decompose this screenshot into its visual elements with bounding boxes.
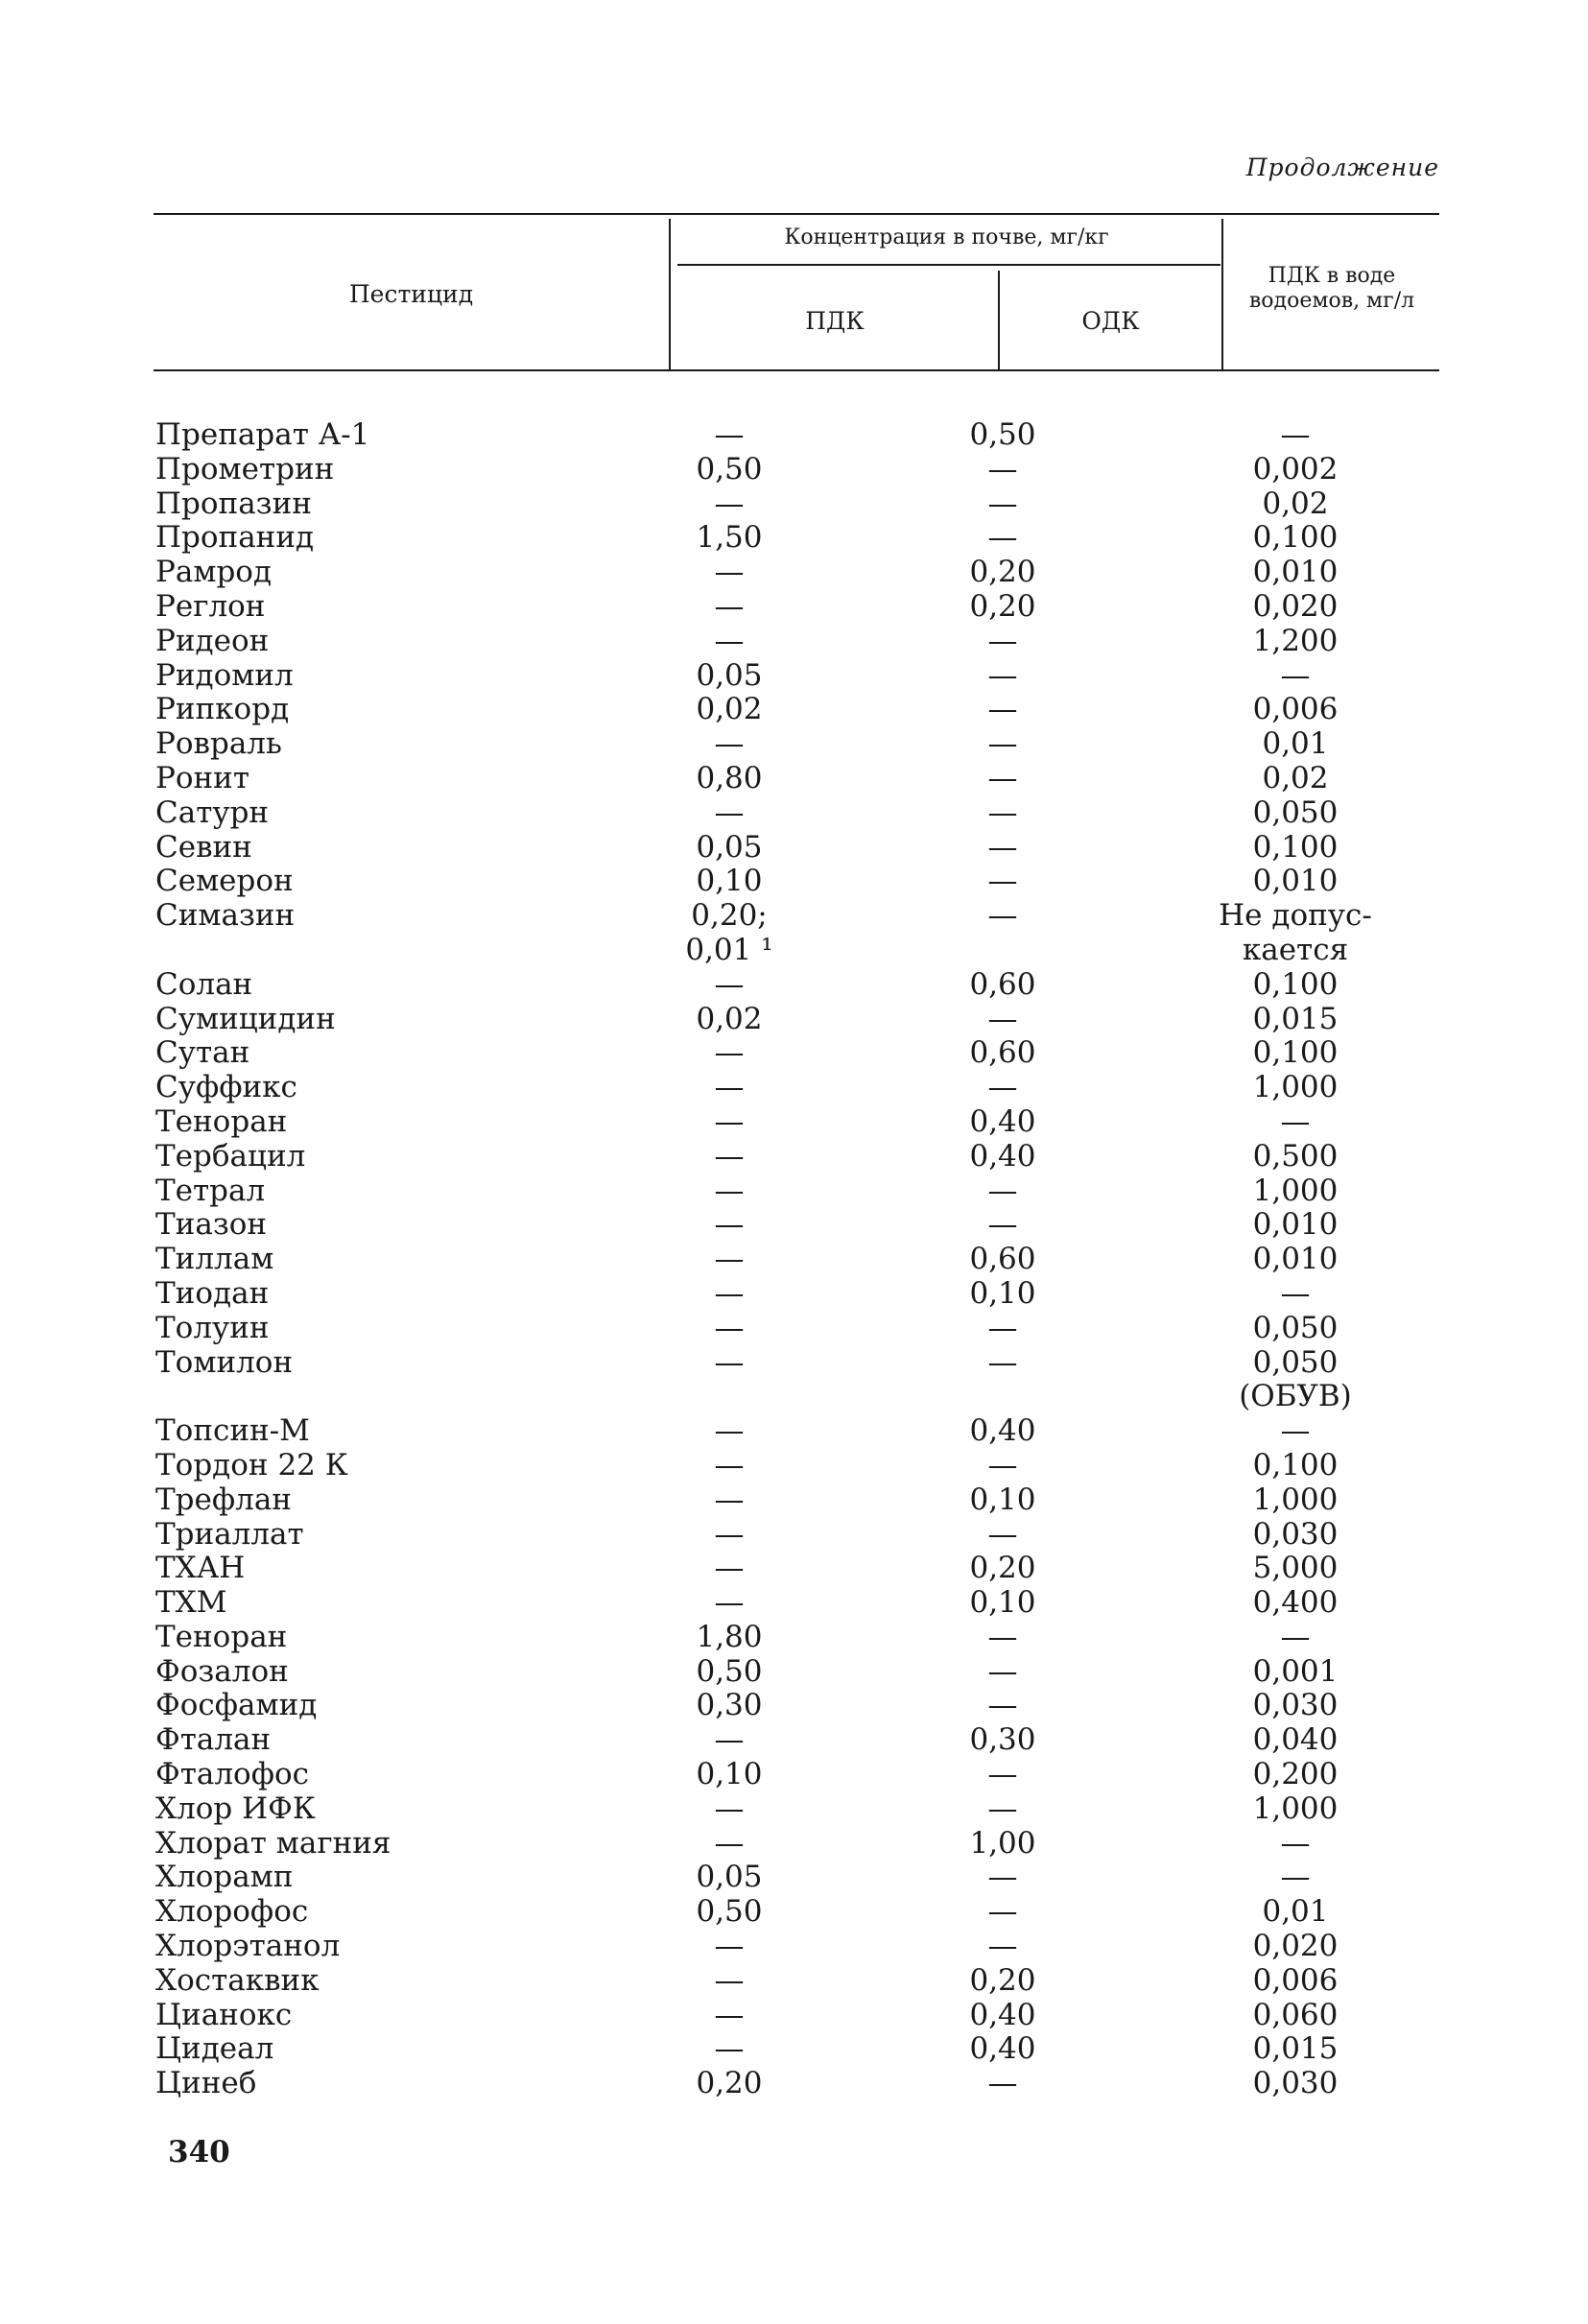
pesticide-name: Ридеон [155,623,270,658]
water-pdk-line-2: кается [1242,932,1349,967]
table-row [154,1003,1439,1037]
odk-value: — [987,1790,1018,1826]
odk-value: — [987,1860,1018,1895]
water-pdk-value [1209,1071,1382,1105]
water-pdk-line: 0,015 [1252,1001,1339,1036]
table-row [154,1105,1439,1140]
table-row [154,1586,1439,1621]
odk-value: 1,00 [969,1825,1036,1861]
table-row [154,521,1439,556]
table-row [154,1999,1439,2033]
pesticide-name: Солан [155,966,253,1002]
water-pdk-value [1209,521,1382,556]
pesticide-name: Хостаквик [155,1962,320,1998]
odk-value: — [987,1447,1018,1482]
water-pdk-line: 0,010 [1252,1242,1339,1277]
odk-value: 0,50 [969,417,1036,452]
pdk-value: — [714,555,745,590]
pdk-value: — [714,966,745,1002]
pesticide-name: Хлорофос [155,1894,309,1930]
table-body [154,418,1439,2101]
water-pdk-line: Не допус- [1219,898,1372,934]
water-pdk-value [1209,659,1382,694]
water-pdk-line: 0,040 [1252,1722,1339,1758]
table-row [154,1243,1439,1277]
water-pdk-line: 0,010 [1252,555,1339,590]
pesticide-name: Ровраль [155,726,282,762]
water-pdk-value [1209,1243,1382,1277]
water-pdk-line: 0,030 [1252,1516,1339,1552]
pdk-value: 0,30 [696,1688,763,1723]
pesticide-name: Цидеал [155,2031,274,2067]
odk-value: — [987,1688,1018,1723]
pesticide-name: Фталан [155,1722,272,1758]
water-pdk-line: 0,02 [1262,760,1329,795]
water-pdk-line: 0,050 [1252,1344,1339,1380]
water-pdk-value [1209,1174,1382,1209]
water-pdk-value [1209,1723,1382,1758]
water-pdk-value [1209,487,1382,522]
table-row [154,625,1439,659]
odk-value: — [987,623,1018,658]
odk-value: 0,20 [969,1551,1036,1586]
table-row [154,1792,1439,1827]
table-row [154,1346,1439,1415]
header-group-underline [677,264,1221,266]
header-water-line1: ПДК в воде [1268,264,1396,288]
pdk-value: — [714,1962,745,1998]
table-row [154,659,1439,694]
water-pdk-line: 0,100 [1252,1035,1339,1071]
odk-value: 0,40 [969,2031,1036,2067]
table-row [154,1930,1439,1964]
pdk-value: 1,80 [696,1619,763,1654]
water-pdk-value [1209,796,1382,831]
water-pdk-line: 1,000 [1252,1482,1339,1517]
odk-value: 0,10 [969,1482,1036,1517]
odk-value: — [987,1929,1018,1964]
water-pdk-value [1209,1552,1382,1586]
odk-value: 0,40 [969,1138,1036,1174]
odk-value: 0,40 [969,1413,1036,1449]
pesticide-name: Ронит [155,760,249,795]
water-pdk-value [1209,1758,1382,1792]
pesticide-name: Реглон [155,588,266,624]
pesticide-name: Севин [155,829,252,865]
table-row [154,693,1439,727]
water-pdk-value [1209,968,1382,1003]
pdk-value: 0,80 [696,760,763,795]
pdk-value: — [714,726,745,762]
water-pdk-line: 0,020 [1252,588,1339,624]
odk-value: — [987,1757,1018,1792]
pesticide-name: Препарат А-1 [155,417,370,452]
pdk-value: — [714,486,745,521]
water-pdk-value [1209,1105,1382,1140]
water-pdk-line: 0,010 [1252,1207,1339,1243]
pdk-value: 0,02 [696,692,763,727]
pesticide-name: Тербацил [155,1138,306,1174]
table-row [154,1312,1439,1346]
water-pdk-value [1209,1449,1382,1483]
odk-value: 0,60 [969,1242,1036,1277]
pdk-value: — [714,1035,745,1071]
water-pdk-value [1209,590,1382,625]
odk-value: — [987,1344,1018,1380]
table-row [154,2032,1439,2067]
water-pdk-value [1209,693,1382,727]
table-row [154,453,1439,487]
table-row [154,1174,1439,1209]
table-row [154,1071,1439,1105]
pdk-value: — [714,1344,745,1380]
pdk-value: — [714,1551,745,1586]
table-row [154,418,1439,453]
odk-value: — [987,451,1018,486]
pesticide-name: Топсин-М [155,1413,310,1449]
table-row [154,1483,1439,1518]
water-pdk-value [1209,1036,1382,1071]
odk-value: — [987,1001,1018,1036]
pdk-value: — [714,1207,745,1243]
header-water-line2: водоемов, мг/л [1248,289,1415,314]
pesticide-name: Сатурн [155,794,270,830]
water-pdk-line: 5,000 [1252,1551,1339,1586]
odk-value: — [987,657,1018,693]
pdk-value: 0,05 [696,829,763,865]
pesticide-name: Фталофос [155,1757,310,1792]
table-row [154,899,1439,968]
water-pdk-line: 0,001 [1252,1653,1339,1689]
pdk-value: — [714,1585,745,1621]
water-pdk-value [1209,762,1382,796]
water-pdk-line: — [1280,1825,1311,1861]
pesticide-name: Семерон [155,864,294,899]
pesticide-name: Хлор ИФК [155,1790,316,1826]
water-pdk-value [1209,727,1382,762]
water-pdk-line: — [1280,417,1311,452]
pdk-value: — [714,1482,745,1517]
odk-value: — [987,520,1018,556]
water-pdk-value [1209,1621,1382,1655]
table-row [154,1689,1439,1723]
pdk-value: 0,20; 0,01 ¹ [685,898,773,967]
odk-value: 0,60 [969,966,1036,1002]
odk-value: — [987,1310,1018,1345]
water-pdk-value [1209,831,1382,866]
table-row [154,762,1439,796]
water-pdk-value [1209,1999,1382,2033]
odk-value: — [987,692,1018,727]
water-pdk-value [1209,865,1382,899]
water-pdk-line: 0,01 [1262,726,1329,762]
pdk-value: 0,10 [696,1757,763,1792]
water-pdk-line: 0,030 [1252,2066,1339,2101]
pdk-value: — [714,1070,745,1105]
odk-value: — [987,1619,1018,1654]
pdk-value: — [714,1173,745,1208]
water-pdk-value [1209,556,1382,590]
pdk-value: — [714,1310,745,1345]
pdk-value: — [714,1790,745,1826]
table-row [154,2067,1439,2101]
odk-value: 0,40 [969,1997,1036,2032]
pesticide-name: Триаллат [155,1516,304,1552]
header-odk: ОДК [1081,307,1140,335]
pdk-value: 0,05 [696,657,763,693]
water-pdk-line: 0,400 [1252,1585,1339,1621]
water-pdk-line: — [1280,1860,1311,1895]
water-pdk-line: — [1280,1103,1311,1139]
water-pdk-line: 0,050 [1252,1310,1339,1345]
odk-value: 0,60 [969,1035,1036,1071]
table-row [154,727,1439,762]
water-pdk-line: 0,006 [1252,692,1339,727]
pesticide-name: Фосфамид [155,1688,318,1723]
water-pdk-line: 0,01 [1262,1894,1329,1930]
water-pdk-line: 0,030 [1252,1688,1339,1723]
odk-value: — [987,726,1018,762]
table-row [154,556,1439,590]
water-pdk-value [1209,1827,1382,1862]
odk-value: — [987,829,1018,865]
pdk-value: — [714,1722,745,1758]
odk-value: — [987,486,1018,521]
pesticide-name: Теноран [155,1103,288,1139]
pesticide-name: Симазин [155,898,296,934]
pesticide-name: Хлорат магния [155,1825,391,1861]
odk-value: — [987,2066,1018,2101]
header-pdk: ПДК [805,307,865,335]
odk-value: — [987,1516,1018,1552]
water-pdk-line: — [1280,1619,1311,1654]
water-pdk-line: 0,500 [1252,1138,1339,1174]
pdk-value: — [714,1516,745,1552]
water-pdk-value [1209,1414,1382,1449]
table-row [154,1621,1439,1655]
water-pdk-value [1209,1689,1382,1723]
water-pdk-value [1209,1861,1382,1895]
pesticide-name: ТХАН [155,1551,246,1586]
water-pdk-value [1209,1930,1382,1964]
water-pdk-line: 0,060 [1252,1997,1339,2032]
water-pdk-value [1209,418,1382,453]
table-row [154,1861,1439,1895]
water-pdk-line: 0,006 [1252,1962,1339,1998]
pdk-value: — [714,1138,745,1174]
water-pdk-line: 0,015 [1252,2031,1339,2067]
table-row [154,796,1439,831]
pdk-value: — [714,1413,745,1449]
water-pdk-line: — [1280,1413,1311,1449]
pdk-value: — [714,1825,745,1861]
odk-value: 0,40 [969,1103,1036,1139]
table-row [154,865,1439,899]
water-pdk-line: 1,000 [1252,1070,1339,1105]
table-top-rule [154,213,1439,215]
water-pdk-line: 0,002 [1252,451,1339,486]
pesticide-name: Тиазон [155,1207,268,1243]
pdk-value: — [714,1242,745,1277]
water-pdk-value [1209,1003,1382,1037]
odk-value: 0,20 [969,588,1036,624]
pdk-value: — [714,1929,745,1964]
pdk-value: — [714,1447,745,1482]
water-pdk-value [1209,1518,1382,1553]
water-pdk-value [1209,2067,1382,2101]
pdk-value: — [714,1103,745,1139]
pdk-value: — [714,588,745,624]
water-pdk-value [1209,453,1382,487]
water-pdk-value [1209,1655,1382,1690]
table-row [154,1895,1439,1930]
pesticide-name: Пропазин [155,486,312,521]
odk-value: — [987,1207,1018,1243]
header-divider-right [1221,219,1223,369]
water-pdk-value [1209,1586,1382,1621]
header-divider-left [669,219,671,369]
water-pdk-line: 0,050 [1252,794,1339,830]
pesticide-name: Рипкорд [155,692,290,727]
pesticide-name: Теноран [155,1619,288,1654]
pesticide-name: Трефлан [155,1482,292,1517]
odk-value: 0,30 [969,1722,1036,1758]
pdk-value: 0,20 [696,2066,763,2101]
water-pdk-line: 0,020 [1252,1929,1339,1964]
water-pdk-value [1209,1964,1382,1999]
pesticide-name: Рамрод [155,555,273,590]
header-water [1224,264,1439,315]
table-row [154,1449,1439,1483]
table-row [154,1140,1439,1174]
water-pdk-line: 1,000 [1252,1173,1339,1208]
header-concentration-group: Концентрация в почве, мг/кг [784,225,1109,249]
table-row [154,487,1439,522]
pdk-value: 0,02 [696,1001,763,1036]
water-pdk-line: 0,100 [1252,520,1339,556]
odk-value: — [987,898,1018,934]
table-row [154,1414,1439,1449]
pesticide-name: Томилон [155,1344,294,1380]
pesticide-name: Цианокс [155,1997,293,2032]
odk-value: — [987,1653,1018,1689]
water-pdk-line: — [1280,1275,1311,1311]
odk-value: — [987,794,1018,830]
pdk-value: 1,50 [696,520,763,556]
odk-value: 0,10 [969,1585,1036,1621]
odk-value: — [987,1894,1018,1930]
pdk-value: 0,05 [696,1860,763,1895]
table-row [154,1277,1439,1312]
water-pdk-value [1209,1895,1382,1930]
table-row [154,1208,1439,1243]
pesticide-name: Ридомил [155,657,294,693]
pdk-value: 0,50 [696,1653,763,1689]
odk-value: 0,20 [969,1962,1036,1998]
water-pdk-value [1209,625,1382,659]
pdk-value: — [714,1997,745,2032]
pesticide-name: Тиллам [155,1242,274,1277]
odk-value: — [987,760,1018,795]
pesticide-name: Фозалон [155,1653,289,1689]
water-pdk-line: 0,100 [1252,1447,1339,1482]
pesticide-name: Тордон 22 К [155,1447,348,1482]
continued-label: Продолжение [1245,154,1439,181]
odk-value: 0,20 [969,555,1036,590]
pdk-value: — [714,623,745,658]
table-row [154,1552,1439,1586]
water-pdk-value [1209,1346,1382,1415]
header-pesticide: Пестицид [348,280,474,308]
table-row [154,1827,1439,1862]
water-pdk-line: 0,100 [1252,829,1339,865]
pesticide-name: Толуин [155,1310,270,1345]
table-row [154,968,1439,1003]
table-row [154,1518,1439,1553]
table-row [154,1723,1439,1758]
pesticide-name: Цинеб [155,2066,257,2101]
pdk-value: — [714,417,745,452]
odk-value: 0,10 [969,1275,1036,1311]
water-pdk-line: 1,200 [1252,623,1339,658]
table-row [154,1758,1439,1792]
pesticide-name: Тетрал [155,1173,266,1208]
table-row [154,1964,1439,1999]
pdk-value: — [714,1275,745,1311]
pesticide-name: ТХМ [155,1585,227,1621]
table-row [154,1655,1439,1690]
water-pdk-line: 0,100 [1252,966,1339,1002]
pdk-value: — [714,2031,745,2067]
water-pdk-line: — [1280,657,1311,693]
water-pdk-value [1209,1312,1382,1346]
odk-value: — [987,1173,1018,1208]
pdk-value: 0,50 [696,1894,763,1930]
water-pdk-value [1209,899,1382,968]
table-header-bottom-rule [154,369,1439,371]
pdk-value: — [714,794,745,830]
water-pdk-line: 0,010 [1252,864,1339,899]
water-pdk-line-2: (ОБУВ) [1239,1379,1352,1414]
water-pdk-value [1209,1208,1382,1243]
pdk-value: 0,10 [696,864,763,899]
pesticide-name: Прометрин [155,451,335,486]
water-pdk-value [1209,1792,1382,1827]
pesticide-name: Сутан [155,1035,250,1071]
table-row [154,1036,1439,1071]
water-pdk-value [1209,1277,1382,1312]
water-pdk-line: 0,200 [1252,1757,1339,1792]
water-pdk-value [1209,2032,1382,2067]
pesticide-name: Тиодан [155,1275,270,1311]
pesticide-name: Суффикс [155,1070,297,1105]
pdk-value: 0,50 [696,451,763,486]
pesticide-name: Хлорамп [155,1860,294,1895]
water-pdk-line: 0,02 [1262,486,1329,521]
odk-value: — [987,1070,1018,1105]
table-row [154,590,1439,625]
water-pdk-value [1209,1140,1382,1174]
pesticide-name: Хлорэтанол [155,1929,341,1964]
pesticide-name: Сумицидин [155,1001,336,1036]
table-row [154,831,1439,866]
water-pdk-value [1209,1483,1382,1518]
odk-value: — [987,864,1018,899]
water-pdk-line: 1,000 [1252,1790,1339,1826]
pesticide-name: Пропанид [155,520,315,556]
page-number: 340 [168,2135,230,2170]
